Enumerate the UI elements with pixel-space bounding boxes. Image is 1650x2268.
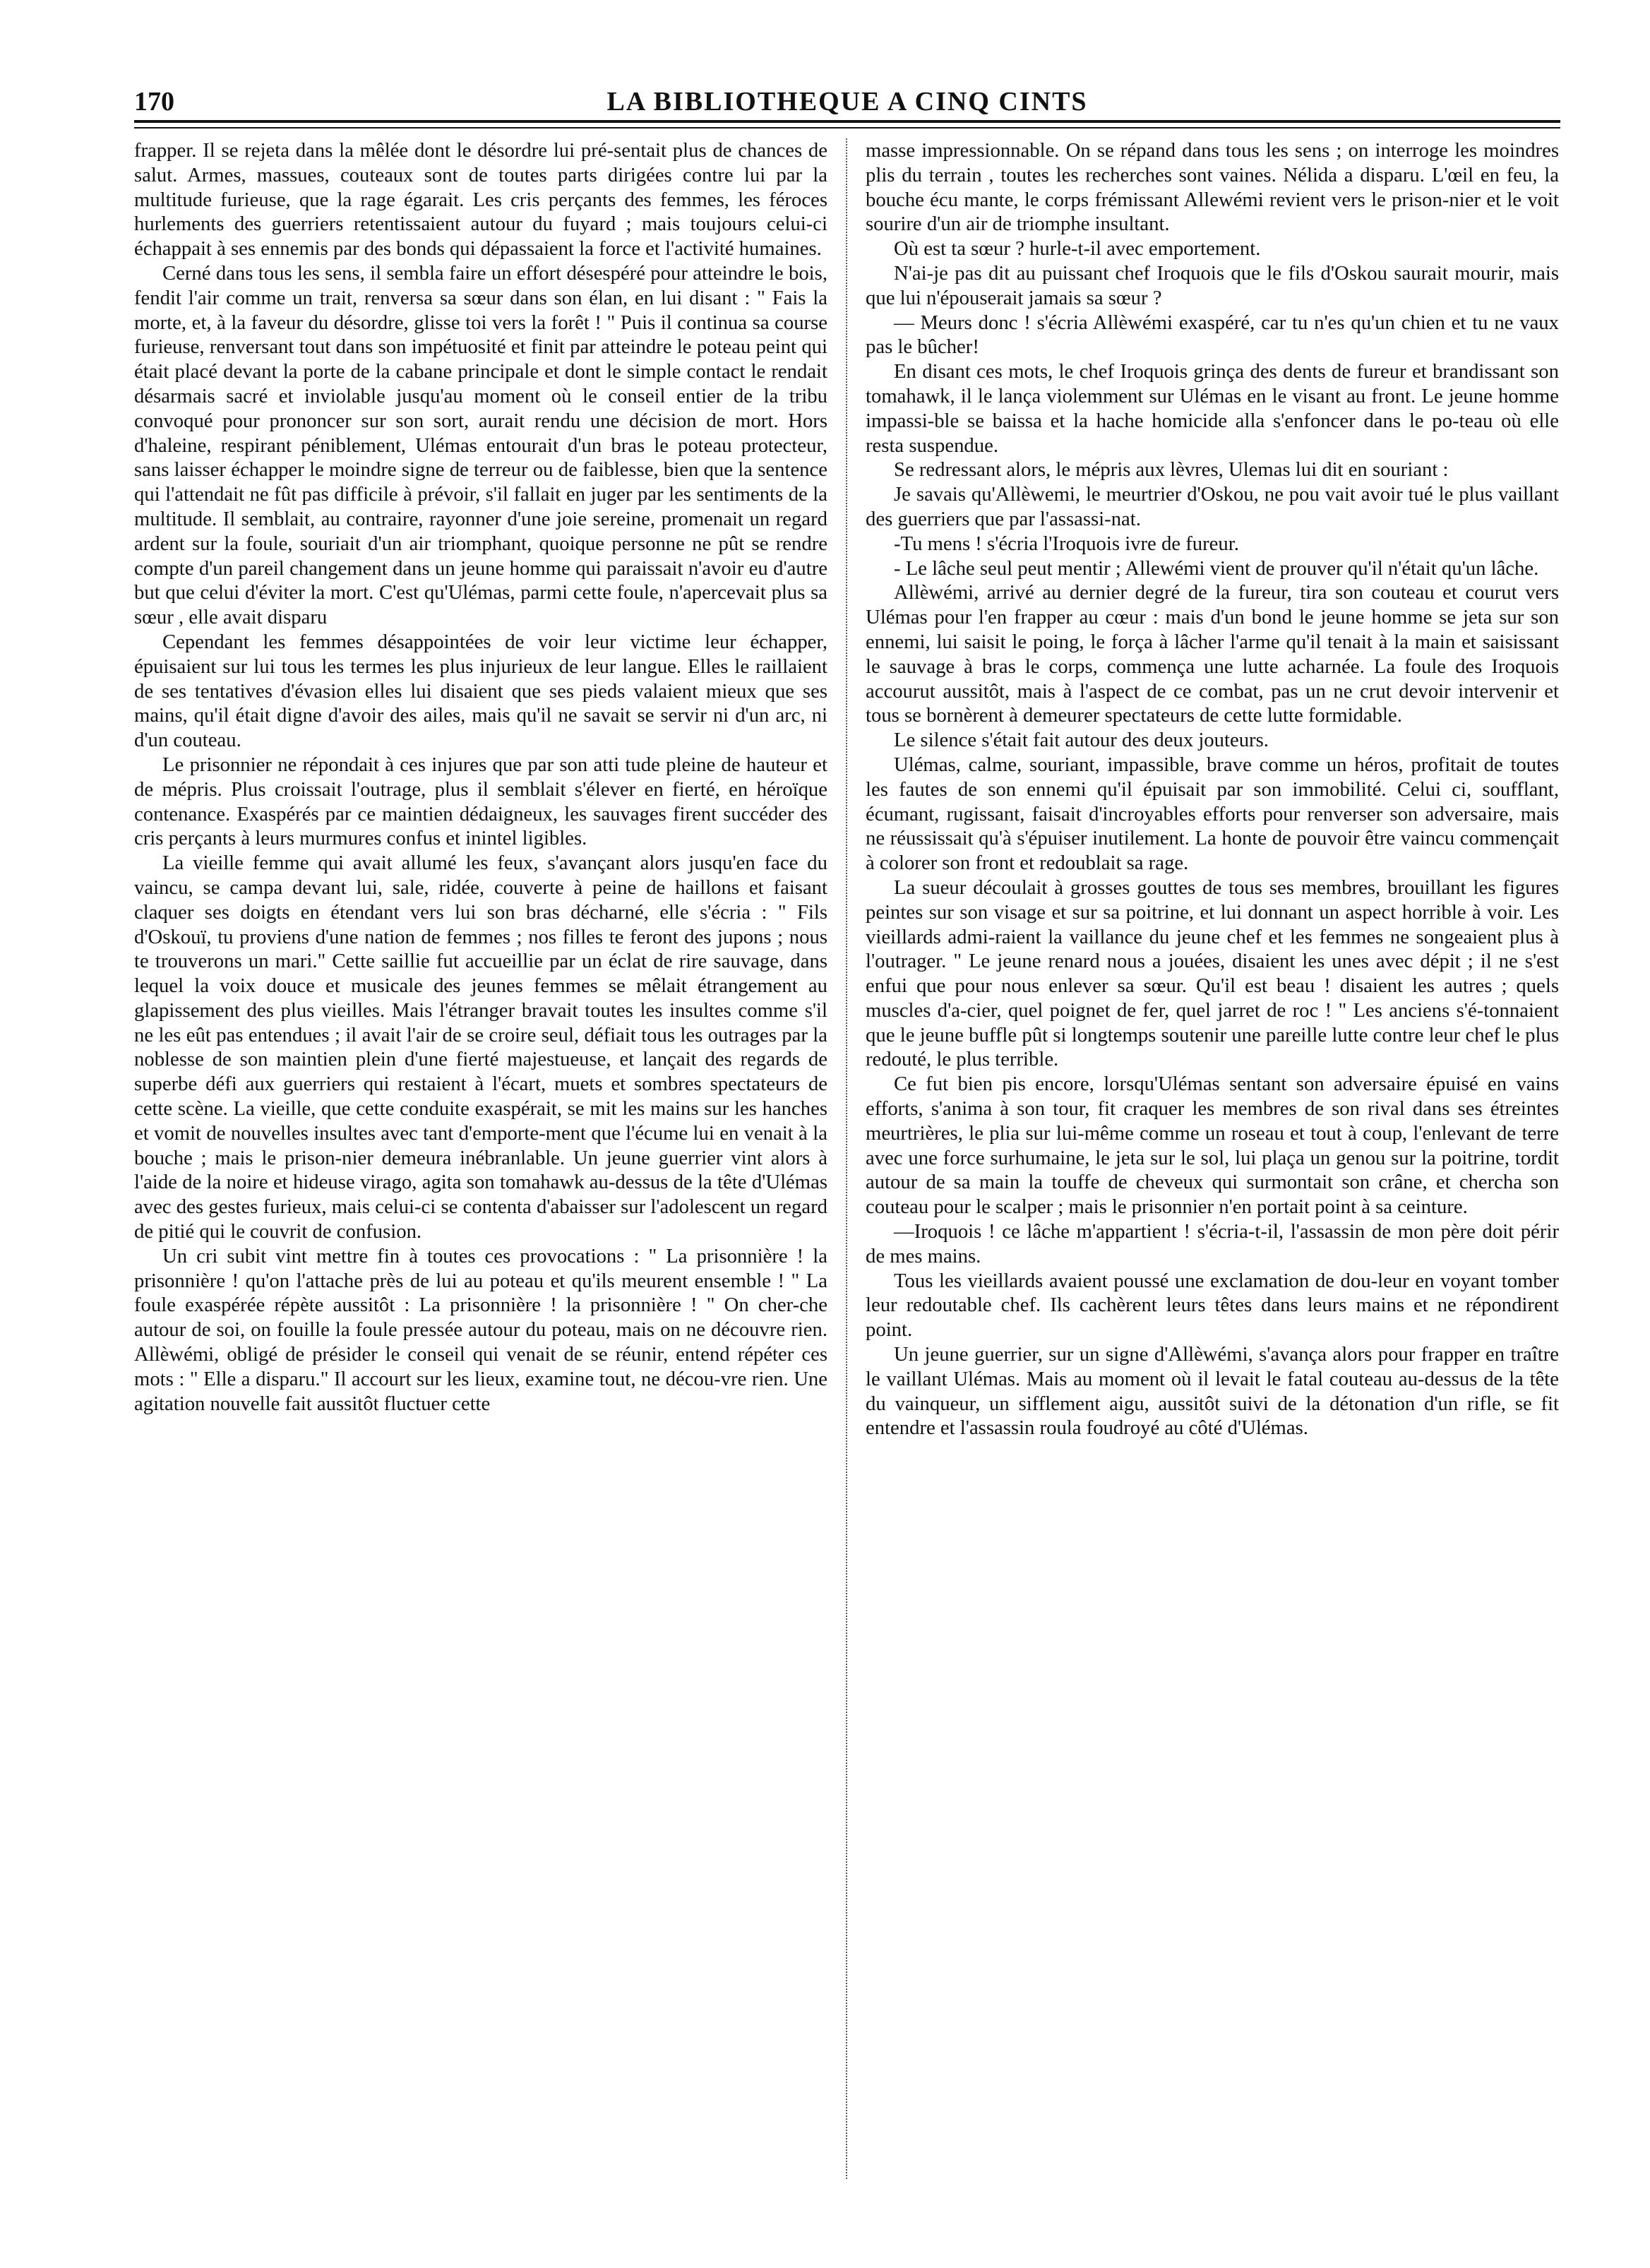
paragraph: Tous les vieillards avaient poussé une exclamation de dou-leur en voyant tomber leur redoutable chef. Ils cachèrent leurs têtes dans leurs mains et ne répondirent point. (866, 1269, 1559, 1342)
paragraph: Où est ta sœur ? hurle-t-il avec emportement. (894, 237, 1261, 261)
paragraph: Se redressant alors, le mépris aux lèvres, Ulemas lui dit en souriant : (894, 458, 1449, 482)
paragraph: Ce fut bien pis encore, lorsqu'Ulémas sentant son adversaire épuisé en vains efforts, s'anima à son tour, fit craquer les membres de son rival dans ses étreintes meurtrières, le plia sur lui-même comme un roseau et tout à coup, l'enlevant de terre avec une force surhumaine, le jeta sur le sol, lui plaça un genou sur la poitrine, tordit autour de sa main la touffe de cheveux qui surmontait son crâne, et chercha son couteau pour le scalper ; mais le prisonnier n'en portait point à sa ceinture. (866, 1073, 1559, 1219)
paragraph: Je savais qu'Allèwemi, le meurtrier d'Oskou, ne pou vait avoir tué le plus vaillant des guerriers que par l'assassi-nat. (866, 483, 1559, 530)
header-rule (134, 120, 1560, 123)
paragraph: - Le lâche seul peut mentir ; Allewémi vient de prouver qu'il n'était qu'un lâche. (894, 556, 1539, 580)
paragraph: Allèwémi, arrivé au dernier degré de la fureur, tira son couteau et courut vers Ulémas pour l'en frapper au cœur : mais d'un bond le jeune homme se jeta sur son ennemi, lui saisit le poing, le força à lâcher l'arme qu'il tenait à la main et saisissant le sauvage à bras le corps, commença une lutte acharnée. La foule des Iroquois accourut aussitôt, mais à l'aspect de ce combat, pas un ne crut devoir intervenir et tous se bornèrent à demeurer spectateurs de cette lutte formidable. (866, 581, 1559, 727)
column-divider (846, 138, 847, 2179)
paragraph: —Iroquois ! ce lâche m'appartient ! s'écria-t-il, l'assassin de mon père doit périr de mes mains. (866, 1220, 1559, 1267)
paragraph: En disant ces mots, le chef Iroquois grinça des dents de fureur et brandissant son tomahawk, il le lança violemment sur Ulémas en le visant au front. Le jeune homme impassi-ble se baissa et la hache homicide alla s'enfoncer dans le po-teau où elle resta suspendue. (866, 360, 1559, 457)
paragraph: -Tu mens ! s'écria l'Iroquois ivre de fureur. (894, 532, 1239, 555)
paragraph: — Meurs donc ! s'écria Allèwémi exaspéré, car tu n'es qu'un chien et tu ne vaux pas le bûcher! (866, 311, 1559, 359)
paragraph: N'ai-je pas dit au puissant chef Iroquois que le fils d'Oskou saurait mourir, mais que lui n'épouserait jamais sa sœur ? (866, 261, 1559, 309)
right-column (866, 138, 1559, 2186)
left-column (134, 138, 827, 2186)
paragraph: Le silence s'était fait autour des deux jouteurs. (894, 729, 1269, 752)
running-title: LA BIBLIOTHEQUE A CINQ CINTS (606, 87, 1088, 117)
paragraph: La sueur découlait à grosses gouttes de tous ses membres, brouillant les figures peintes sur son visage et sur sa poitrine, et lui donnant un aspect horrible à voir. Les vieillards admi-raient la vaillance du jeune chef et les femmes ne songeaient plus à l'outrager. " Le jeune renard nous a jouées, disaient les unes avec dépit ; il ne s'est enfui que pour nous enlever sa sœur. Qu'il est beau ! disaient les autres ; quels muscles d'a-cier, quel poignet de fer, quel jarret de roc ! " Les anciens s'é-tonnaient que le jeune buffle pût si longtemps soutenir une pareille lutte contre leur chef le plus redouté, le plus terrible. (866, 876, 1559, 1071)
paragraph: frapper. Il se rejeta dans la mêlée dont le désordre lui pré-sentait plus de chances de salut. Armes, massues, couteaux sont de toutes parts dirigées contre lui par la multitude furieuse, que la rage égarait. Les cris perçants des femmes, les féroces hurlements des guerriers retentissaient autour du fuyard ; mais toujours celui-ci échappait à ses ennemis par des bonds qui dépassaient la force et l'activité humaines. (134, 139, 827, 261)
paragraph: Le prisonnier ne répondait à ces injures que par son atti tude pleine de hauteur et de mépris. Plus croissait l'outrage, plus il semblait s'élever en fierté, en héroïque contenance. Exaspérés par ce maintien dédaigneux, les sauvages firent succéder des cris perçants à leurs murmures confus et inintel ligibles. (134, 753, 827, 850)
header-rule-thin (134, 127, 1560, 129)
paragraph: Cependant les femmes désappointées de voir leur victime leur échapper, épuisaient sur lui tous les termes les plus injurieux de leur langue. Elles le raillaient de ses tentatives d'évasion elles lui disaient que ses pieds valaient mieux que ses mains, qu'il était digne d'avoir des ailes, mais qu'il ne savait se servir ni d'un arc, ni d'un couteau. (134, 630, 827, 752)
paragraph: masse impressionnable. On se répand dans tous les sens ; on interroge les moindres plis du terrain , toutes les recherches sont vaines. Nélida a disparu. L'œil en feu, la bouche écu mante, le corps frémissant Allewémi revient vers le prison-nier et le voit sourire d'un air de triomphe insultant. (866, 139, 1559, 236)
paragraph: Un cri subit vint mettre fin à toutes ces provocations : " La prisonnière ! la prisonnière ! qu'on l'attache près de lui au poteau et qu'ils meurent ensemble ! " La foule exaspérée répète aussitôt : La prisonnière ! la prisonnière ! " On cher-che autour de soi, on fouille la foule pressée autour du poteau, mais on ne découvre rien. Allèwémi, obligé de présider le conseil qui venait de se réunir, entend répéter ces mots : " Elle a disparu." Il accourt sur les lieux, examine tout, ne décou-vre rien. Une agitation nouvelle fait aussitôt fluctuer cette (134, 1244, 827, 1415)
page-number: 170 (134, 87, 174, 117)
paragraph: La vieille femme qui avait allumé les feux, s'avançant alors jusqu'en face du vaincu, se campa devant lui, sale, ridée, couverte à peine de haillons et faisant claquer ses doigts en étendant vers lui son bras décharné, elle s'écria : " Fils d'Oskouï, tu proviens d'une nation de femmes ; nos filles te feront des jupons ; nous te trouverons un mari." Cette saillie fut accueillie par un éclat de rire sauvage, dans lequel la voix douce et musicale des jeunes femmes se mêlait étrangement au glapissement des plus vieilles. Mais l'étranger bravait toutes les insultes comme s'il ne les eût pas entendues ; il avait l'air de se croire seul, défiait tous les outrages par la noblesse de son maintien plein d'une fierté majestueuse, et lançait des regards de superbe défi aux guerriers qui restaient à l'écart, muets et sombres spectateurs de cette scène. La vieille, que cette conduite exaspérait, se mit les mains sur les hanches et vomit de nouvelles insultes avec tant d'emporte-ment que l'écume lui en venait à la bouche ; mais le prison-nier demeura inébranlable. Un jeune guerrier vint alors à l'aide de la noire et hideuse virago, agita son tomahawk au-dessus de la tête d'Ulémas avec des gestes furieux, mais celui-ci se contenta d'abaisser sur l'adolescent un regard de pitié qui le couvrit de confusion. (134, 852, 827, 1243)
page-header (134, 79, 1560, 121)
paragraph: Un jeune guerrier, sur un signe d'Allèwémi, s'avança alors pour frapper en traître le vaillant Ulémas. Mais au moment où il levait le fatal couteau au-dessus de la tête du vainqueur, un sifflement aigu, aussitôt suivi de la détonation d'un rifle, se fit entendre et l'assassin roula foudroyé au côté d'Ulémas. (866, 1343, 1559, 1440)
paragraph: Ulémas, calme, souriant, impassible, brave comme un héros, profitait de toutes les fautes de son ennemi qu'il épuisait par son immobilité. Celui ci, soufflant, écumant, rugissant, faisait d'incroyables efforts pour renverser son adversaire, mais ne réussissait qu'à s'épuiser inutilement. La honte de pouvoir être vaincu commençait à colorer son front et redoublait sa rage. (866, 753, 1559, 875)
paragraph: Cerné dans tous les sens, il sembla faire un effort désespéré pour atteindre le bois, fendit l'air comme un trait, renversa sa sœur dans son élan, en lui disant : " Fais la morte, et, à la faveur du désordre, glisse toi vers la forêt ! " Puis il continua sa course furieuse, renversant tout dans son impétuosité et finit par atteindre le poteau peint qui était placé devant la porte de la cabane principale et dont le simple contact le rendait désarmais sacré et inviolable jusqu'au moment où le conseil entier de la tribu convoqué pour prononcer sur son sort, aurait rendu une décision de mort. Hors d'haleine, respirant péniblement, Ulémas entourait d'un bras le poteau protecteur, sans laisser échapper le moindre signe de terreur ou de faiblesse, bien que la sentence qui l'attendait ne fût pas difficile à prévoir, s'il fallait en juger par les sentiments de la multitude. Il semblait, au contraire, rayonner d'une joie sereine, promenait un regard ardent sur la foule, souriait d'un air triomphant, quoique personne ne pût se rendre compte d'un pareil changement dans un jeune homme qui paraissait n'avoir eu d'autre but que celui d'éviter la mort. C'est qu'Ulémas, parmi cette foule, n'apercevait plus sa sœur , elle avait disparu (134, 261, 827, 629)
